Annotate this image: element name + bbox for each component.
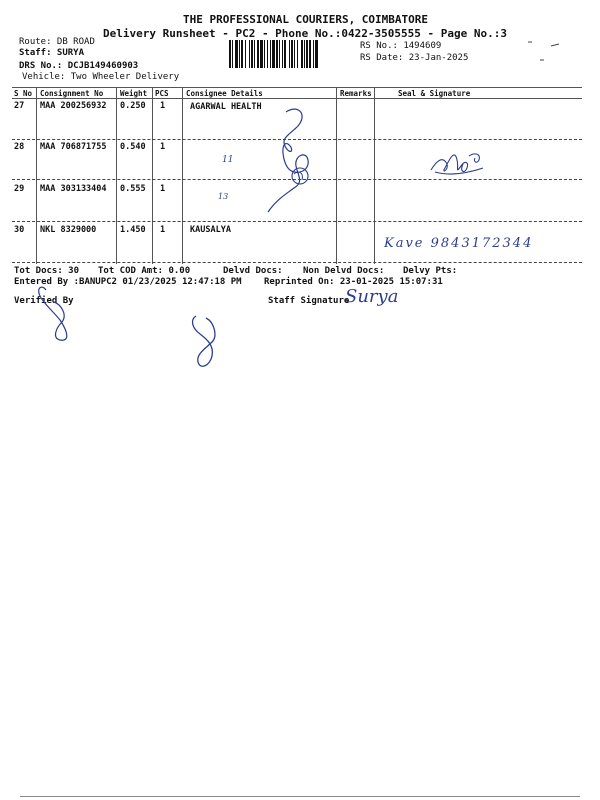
drs-number: DRS No.: DCJB149460903 (19, 61, 139, 71)
company-title: THE PROFESSIONAL COURIERS, COIMBATORE (183, 13, 429, 26)
column-header-consignment: Consignment No (40, 89, 104, 98)
runsheet-subtitle: Delivery Runsheet - PC2 - Phone No.:0422-3505555 - Page No.:3 (103, 27, 507, 40)
column-header-remarks: Remarks (340, 89, 372, 98)
total-cod-amount: Tot COD Amt: 0.00 (98, 266, 191, 276)
column-header-seal-signature: Seal & Signature (398, 89, 471, 98)
row-28-pcs: 1 (160, 142, 166, 152)
staff-signature-label: Staff Signature (268, 296, 350, 306)
handwritten-verified-signature (30, 282, 80, 346)
delivery-points: Delvy Pts: (403, 266, 458, 276)
row-30-pcs: 1 (160, 225, 166, 235)
route-label: Route: DB ROAD (19, 37, 95, 47)
rs-date: RS Date: 23-Jan-2025 (360, 53, 469, 63)
handwritten-staff-signature: Surya (345, 286, 399, 307)
row-30-consignment: NKL 8329000 (40, 225, 97, 235)
row-27-consignment: MAA 200256932 (40, 101, 107, 111)
column-header-consignee: Consignee Details (186, 89, 263, 98)
row-27-weight: 0.250 (120, 101, 146, 111)
column-header-pcs: PCS (155, 89, 169, 98)
row-29-weight: 0.555 (120, 184, 146, 194)
total-docs: Tot Docs: 30 (14, 266, 80, 276)
column-header-sno: S No (14, 89, 33, 98)
row-30-sno: 30 (14, 225, 25, 235)
row-29-pcs: 1 (160, 184, 166, 194)
row-28-sno: 28 (14, 142, 25, 152)
staff-label: Staff: SURYA (19, 48, 85, 58)
vehicle-label: Vehicle: Two Wheeler Delivery (22, 72, 180, 82)
stray-mark (525, 36, 565, 66)
handwritten-signature-consignee (258, 104, 328, 216)
reprinted-on: Reprinted On: 23-01-2025 15:07:31 (264, 277, 443, 287)
rs-number: RS No.: 1494609 (360, 41, 442, 51)
handwritten-ditto-row28: 11 (222, 155, 234, 165)
handwritten-note-row30: Kave 9843172344 (384, 236, 534, 251)
entered-by: Entered By :BANUPC2 01/23/2025 12:47:18 PM (14, 277, 242, 287)
row-30-weight: 1.450 (120, 225, 146, 235)
row-28-weight: 0.540 (120, 142, 146, 152)
delivered-docs: Delvd Docs: (223, 266, 283, 276)
barcode-image (229, 40, 357, 68)
handwritten-ditto-row29: 13 (218, 192, 229, 201)
handwritten-signature-row28 (425, 146, 495, 180)
verified-by-label: Verified By (14, 296, 74, 306)
row-29-consignment: MAA 303133404 (40, 184, 107, 194)
row-27-sno: 27 (14, 101, 25, 111)
row-27-consignee: AGARWAL HEALTH (190, 102, 262, 112)
non-delivered-docs: Non Delvd Docs: (303, 266, 385, 276)
row-28-consignment: MAA 706871755 (40, 142, 107, 152)
row-27-pcs: 1 (160, 101, 166, 111)
column-header-weight: Weight (120, 89, 148, 98)
row-29-sno: 29 (14, 184, 25, 194)
handwritten-mark-eight (184, 312, 236, 374)
row-30-consignee: KAUSALYA (190, 225, 231, 235)
